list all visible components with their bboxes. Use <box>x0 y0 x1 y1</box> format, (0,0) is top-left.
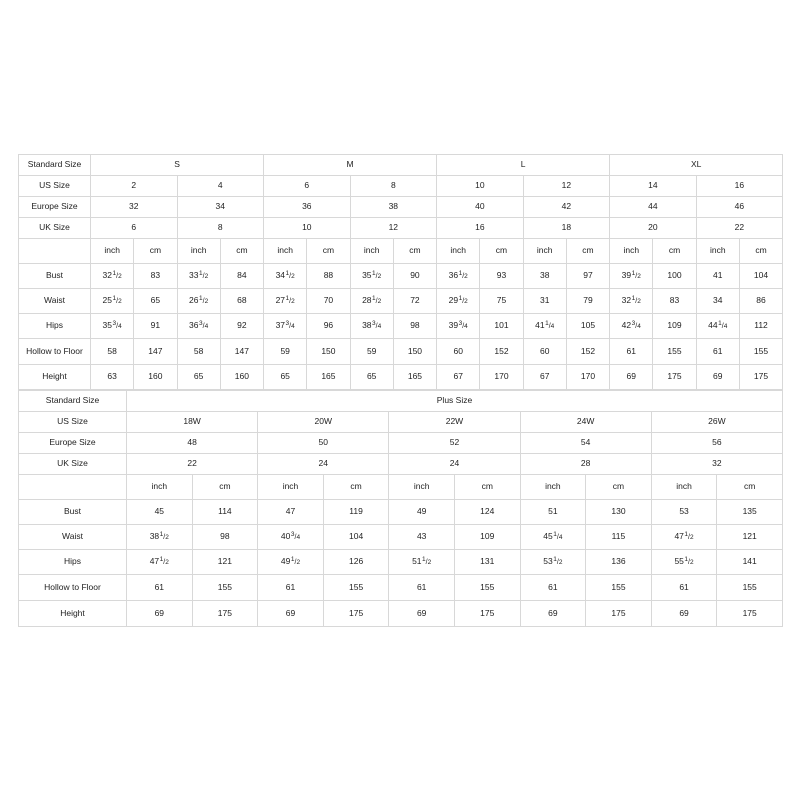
hollow-cell: 150 <box>307 339 350 365</box>
uk-size-cell: 22 <box>696 218 783 239</box>
height-cell: 170 <box>480 365 523 390</box>
height-cell: 175 <box>454 601 520 627</box>
unit-header: inch <box>520 475 586 500</box>
waist-cell: 109 <box>454 525 520 550</box>
hips-cell: $42^3/4$ <box>610 314 653 339</box>
us-size-cell: 24W <box>520 412 651 433</box>
uk-size-cell: 32 <box>651 454 782 475</box>
hips-cell: 112 <box>739 314 782 339</box>
unit-header: inch <box>177 239 220 264</box>
unit-header: cm <box>653 239 696 264</box>
unit-header: inch <box>350 239 393 264</box>
unit-header: cm <box>192 475 258 500</box>
height-cell: 65 <box>177 365 220 390</box>
height-cell: 65 <box>350 365 393 390</box>
height-cell: 69 <box>651 601 717 627</box>
height-cell: 69 <box>127 601 193 627</box>
hips-cell: $53^1/2$ <box>520 550 586 575</box>
uk-size-cell: 24 <box>258 454 389 475</box>
hollow-cell: 61 <box>127 575 193 601</box>
row-label-hollow-to-floor: Hollow to Floor <box>19 339 91 365</box>
hollow-cell: 58 <box>177 339 220 365</box>
us-size-cell: 14 <box>610 176 697 197</box>
waist-cell: $28^1/2$ <box>350 289 393 314</box>
bust-cell: 83 <box>134 264 177 289</box>
standard-europe-size-row <box>19 197 783 218</box>
europe-size-cell: 34 <box>177 197 264 218</box>
uk-size-cell: 10 <box>264 218 351 239</box>
plus-bust-row <box>19 500 783 525</box>
us-size-cell: 26W <box>651 412 782 433</box>
row-label-hips: Hips <box>19 550 127 575</box>
uk-size-cell: 24 <box>389 454 520 475</box>
europe-size-cell: 40 <box>437 197 524 218</box>
standard-unit-row <box>19 239 783 264</box>
waist-cell: $27^1/2$ <box>264 289 307 314</box>
bust-cell: 84 <box>220 264 263 289</box>
us-size-cell: 18W <box>127 412 258 433</box>
hollow-cell: 61 <box>520 575 586 601</box>
hollow-cell: 60 <box>523 339 566 365</box>
row-label-height: Height <box>19 365 91 390</box>
row-label-europe-size: Europe Size <box>19 433 127 454</box>
waist-cell: 86 <box>739 289 782 314</box>
bust-cell: 97 <box>566 264 609 289</box>
waist-cell: $40^3/4$ <box>258 525 324 550</box>
unit-row-corner <box>19 239 91 264</box>
waist-cell: 75 <box>480 289 523 314</box>
waist-cell: 79 <box>566 289 609 314</box>
bust-cell: 45 <box>127 500 193 525</box>
unit-header: inch <box>610 239 653 264</box>
us-size-cell: 20W <box>258 412 389 433</box>
bust-cell: 47 <box>258 500 324 525</box>
hips-cell: $37^3/4$ <box>264 314 307 339</box>
hollow-cell: 155 <box>739 339 782 365</box>
us-size-cell: 4 <box>177 176 264 197</box>
plus-hips-row <box>19 550 783 575</box>
unit-header: inch <box>264 239 307 264</box>
hollow-cell: 61 <box>258 575 324 601</box>
height-cell: 63 <box>91 365 134 390</box>
hips-cell: $36^3/4$ <box>177 314 220 339</box>
standard-corner-label: Standard Size <box>19 155 91 176</box>
plus-europe-size-row <box>19 433 783 454</box>
hips-cell: 101 <box>480 314 523 339</box>
uk-size-cell: 22 <box>127 454 258 475</box>
standard-hollow-row <box>19 339 783 365</box>
us-size-cell: 16 <box>696 176 783 197</box>
uk-size-cell: 28 <box>520 454 651 475</box>
hips-cell: $38^3/4$ <box>350 314 393 339</box>
letter-size-xl: XL <box>610 155 783 176</box>
height-cell: 160 <box>220 365 263 390</box>
unit-header: cm <box>566 239 609 264</box>
hollow-cell: 150 <box>393 339 436 365</box>
plus-uk-size-row <box>19 454 783 475</box>
hollow-cell: 61 <box>696 339 739 365</box>
height-cell: 69 <box>258 601 324 627</box>
waist-cell: 121 <box>717 525 783 550</box>
plus-hollow-row <box>19 575 783 601</box>
bust-cell: 100 <box>653 264 696 289</box>
unit-header: inch <box>523 239 566 264</box>
waist-cell: 70 <box>307 289 350 314</box>
row-label-us-size: US Size <box>19 412 127 433</box>
waist-cell: $47^1/2$ <box>651 525 717 550</box>
unit-header: inch <box>91 239 134 264</box>
height-cell: 69 <box>389 601 455 627</box>
hips-cell: 121 <box>192 550 258 575</box>
row-label-waist: Waist <box>19 289 91 314</box>
plus-corner-label: Standard Size <box>19 391 127 412</box>
waist-cell: 43 <box>389 525 455 550</box>
plus-waist-row <box>19 525 783 550</box>
height-cell: 170 <box>566 365 609 390</box>
europe-size-cell: 54 <box>520 433 651 454</box>
bust-cell: $32^1/2$ <box>91 264 134 289</box>
waist-cell: 104 <box>323 525 389 550</box>
hips-cell: 141 <box>717 550 783 575</box>
unit-header: cm <box>480 239 523 264</box>
row-label-waist: Waist <box>19 525 127 550</box>
hips-cell: $44^1/4$ <box>696 314 739 339</box>
unit-header: inch <box>127 475 193 500</box>
height-cell: 175 <box>586 601 652 627</box>
bust-cell: $33^1/2$ <box>177 264 220 289</box>
waist-cell: $25^1/2$ <box>91 289 134 314</box>
europe-size-cell: 38 <box>350 197 437 218</box>
waist-cell: $45^1/4$ <box>520 525 586 550</box>
europe-size-cell: 46 <box>696 197 783 218</box>
row-label-uk-size: UK Size <box>19 218 91 239</box>
hollow-cell: 152 <box>566 339 609 365</box>
height-cell: 165 <box>307 365 350 390</box>
unit-row-corner <box>19 475 127 500</box>
hollow-cell: 155 <box>717 575 783 601</box>
hips-cell: $41^1/4$ <box>523 314 566 339</box>
height-cell: 165 <box>393 365 436 390</box>
waist-cell: 34 <box>696 289 739 314</box>
hips-cell: $35^3/4$ <box>91 314 134 339</box>
hollow-cell: 147 <box>220 339 263 365</box>
unit-header: inch <box>696 239 739 264</box>
plus-height-row <box>19 601 783 627</box>
hips-cell: 92 <box>220 314 263 339</box>
letter-size-m: M <box>264 155 437 176</box>
europe-size-cell: 42 <box>523 197 610 218</box>
size-chart-container <box>18 154 782 627</box>
europe-size-cell: 52 <box>389 433 520 454</box>
unit-header: cm <box>220 239 263 264</box>
waist-cell: 98 <box>192 525 258 550</box>
height-cell: 67 <box>523 365 566 390</box>
unit-header: cm <box>454 475 520 500</box>
bust-cell: 88 <box>307 264 350 289</box>
waist-cell: $26^1/2$ <box>177 289 220 314</box>
row-label-hollow-to-floor: Hollow to Floor <box>19 575 127 601</box>
row-label-hips: Hips <box>19 314 91 339</box>
unit-header: cm <box>134 239 177 264</box>
uk-size-cell: 20 <box>610 218 697 239</box>
europe-size-cell: 56 <box>651 433 782 454</box>
uk-size-cell: 6 <box>91 218 178 239</box>
unit-header: inch <box>389 475 455 500</box>
waist-cell: $32^1/2$ <box>610 289 653 314</box>
bust-cell: 49 <box>389 500 455 525</box>
row-label-height: Height <box>19 601 127 627</box>
height-cell: 67 <box>437 365 480 390</box>
height-cell: 175 <box>323 601 389 627</box>
hollow-cell: 152 <box>480 339 523 365</box>
standard-us-size-row <box>19 176 783 197</box>
letter-size-l: L <box>437 155 610 176</box>
uk-size-cell: 12 <box>350 218 437 239</box>
uk-size-cell: 8 <box>177 218 264 239</box>
hips-cell: 109 <box>653 314 696 339</box>
letter-size-s: S <box>91 155 264 176</box>
bust-cell: 93 <box>480 264 523 289</box>
hips-cell: $49^1/2$ <box>258 550 324 575</box>
standard-waist-row <box>19 289 783 314</box>
standard-height-row <box>19 365 783 390</box>
height-cell: 175 <box>653 365 696 390</box>
row-label-europe-size: Europe Size <box>19 197 91 218</box>
uk-size-cell: 16 <box>437 218 524 239</box>
bust-cell: 90 <box>393 264 436 289</box>
bust-cell: 124 <box>454 500 520 525</box>
bust-cell: $39^1/2$ <box>610 264 653 289</box>
hollow-cell: 155 <box>192 575 258 601</box>
us-size-cell: 12 <box>523 176 610 197</box>
europe-size-cell: 48 <box>127 433 258 454</box>
hollow-cell: 155 <box>653 339 696 365</box>
hips-cell: 96 <box>307 314 350 339</box>
waist-cell: $29^1/2$ <box>437 289 480 314</box>
unit-header: cm <box>717 475 783 500</box>
us-size-cell: 2 <box>91 176 178 197</box>
hollow-cell: 61 <box>389 575 455 601</box>
hollow-cell: 147 <box>134 339 177 365</box>
bust-cell: 53 <box>651 500 717 525</box>
waist-cell: 65 <box>134 289 177 314</box>
hollow-cell: 59 <box>264 339 307 365</box>
hollow-cell: 59 <box>350 339 393 365</box>
row-label-bust: Bust <box>19 264 91 289</box>
height-cell: 175 <box>192 601 258 627</box>
height-cell: 160 <box>134 365 177 390</box>
us-size-cell: 6 <box>264 176 351 197</box>
standard-size-table <box>18 154 783 390</box>
hollow-cell: 60 <box>437 339 480 365</box>
height-cell: 175 <box>717 601 783 627</box>
bust-cell: 130 <box>586 500 652 525</box>
bust-cell: 114 <box>192 500 258 525</box>
bust-cell: $35^1/2$ <box>350 264 393 289</box>
hips-cell: 131 <box>454 550 520 575</box>
hips-cell: 91 <box>134 314 177 339</box>
bust-cell: $34^1/2$ <box>264 264 307 289</box>
hips-cell: $39^3/4$ <box>437 314 480 339</box>
waist-cell: 72 <box>393 289 436 314</box>
hips-cell: 105 <box>566 314 609 339</box>
europe-size-cell: 36 <box>264 197 351 218</box>
hips-cell: 126 <box>323 550 389 575</box>
waist-cell: 31 <box>523 289 566 314</box>
us-size-cell: 8 <box>350 176 437 197</box>
height-cell: 65 <box>264 365 307 390</box>
bust-cell: 119 <box>323 500 389 525</box>
hips-cell: $55^1/2$ <box>651 550 717 575</box>
waist-cell: $38^1/2$ <box>127 525 193 550</box>
unit-header: cm <box>323 475 389 500</box>
hips-cell: $47^1/2$ <box>127 550 193 575</box>
unit-header: inch <box>258 475 324 500</box>
bust-cell: 41 <box>696 264 739 289</box>
waist-cell: 83 <box>653 289 696 314</box>
height-cell: 69 <box>610 365 653 390</box>
unit-header: cm <box>739 239 782 264</box>
unit-header: cm <box>586 475 652 500</box>
us-size-cell: 22W <box>389 412 520 433</box>
standard-letter-size-row <box>19 155 783 176</box>
bust-cell: 38 <box>523 264 566 289</box>
bust-cell: 51 <box>520 500 586 525</box>
waist-cell: 68 <box>220 289 263 314</box>
row-label-uk-size: UK Size <box>19 454 127 475</box>
unit-header: cm <box>393 239 436 264</box>
hips-cell: 136 <box>586 550 652 575</box>
height-cell: 175 <box>739 365 782 390</box>
hips-cell: $51^1/2$ <box>389 550 455 575</box>
standard-bust-row <box>19 264 783 289</box>
europe-size-cell: 50 <box>258 433 389 454</box>
unit-header: cm <box>307 239 350 264</box>
hips-cell: 98 <box>393 314 436 339</box>
hollow-cell: 61 <box>610 339 653 365</box>
bust-cell: 104 <box>739 264 782 289</box>
height-cell: 69 <box>520 601 586 627</box>
plus-unit-row <box>19 475 783 500</box>
standard-hips-row <box>19 314 783 339</box>
hollow-cell: 58 <box>91 339 134 365</box>
hollow-cell: 61 <box>651 575 717 601</box>
us-size-cell: 10 <box>437 176 524 197</box>
waist-cell: 115 <box>586 525 652 550</box>
unit-header: inch <box>437 239 480 264</box>
europe-size-cell: 44 <box>610 197 697 218</box>
standard-uk-size-row <box>19 218 783 239</box>
hollow-cell: 155 <box>586 575 652 601</box>
europe-size-cell: 32 <box>91 197 178 218</box>
bust-cell: 135 <box>717 500 783 525</box>
row-label-us-size: US Size <box>19 176 91 197</box>
plus-size-label: Plus Size <box>127 391 783 412</box>
hollow-cell: 155 <box>454 575 520 601</box>
plus-size-table <box>18 390 783 627</box>
unit-header: inch <box>651 475 717 500</box>
uk-size-cell: 18 <box>523 218 610 239</box>
row-label-bust: Bust <box>19 500 127 525</box>
plus-section-header-row <box>19 391 783 412</box>
hollow-cell: 155 <box>323 575 389 601</box>
height-cell: 69 <box>696 365 739 390</box>
bust-cell: $36^1/2$ <box>437 264 480 289</box>
plus-us-size-row <box>19 412 783 433</box>
